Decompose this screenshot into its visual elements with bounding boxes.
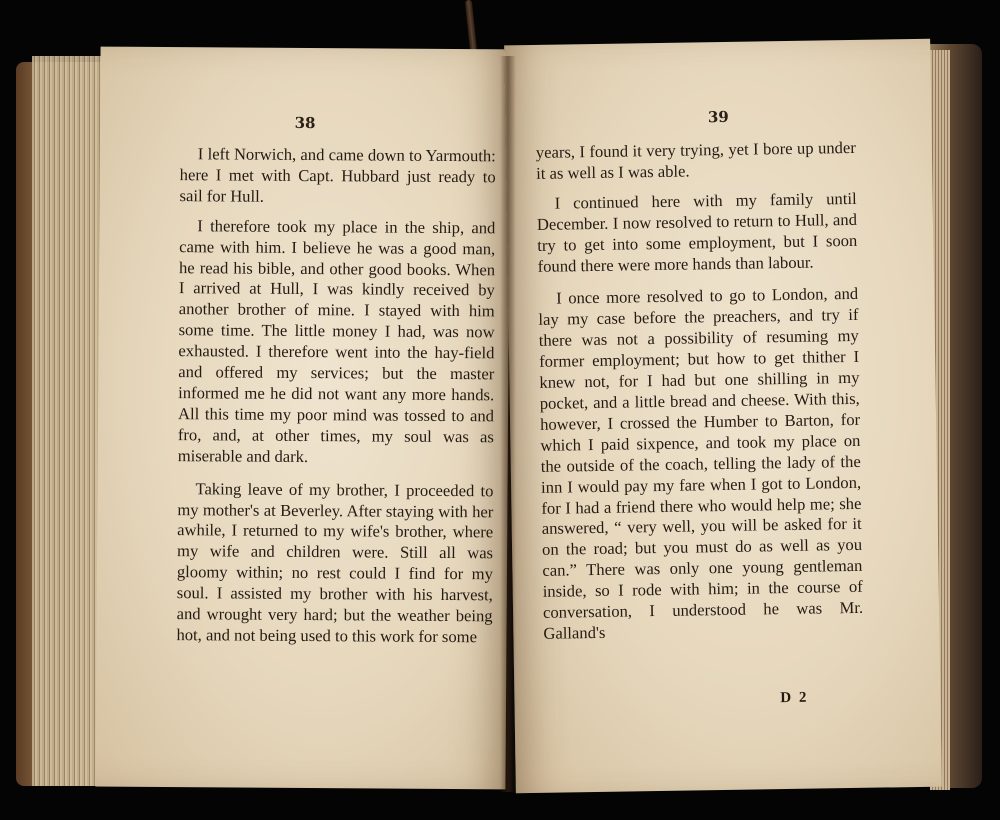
paragraph: I left Norwich, and came down to Yarmouth: here I met with Capt. Hubbard just ready to sail for Hull. xyxy=(179,144,496,206)
paragraph: I continued here with my family until December. I now resolved to return to Hull, and try to get into some employment, but I soon found there were more hands than labour. xyxy=(536,188,858,276)
book-gutter xyxy=(500,56,516,792)
left-page-text xyxy=(176,144,495,648)
paragraph: I once more resolved to go to London, and lay my case before the preachers, and try if there was not a possibility of resuming my former employment; but how to get thither I knew not, for I had but one shilling in my pocket, and a little bread and cheese. With this, however, I crossed the Humber to Barton, for which I paid sixpence, and took my place on the outside of the coach, telling the lady of the inn I would pay my fare when I got to London, for I had a friend there who would help me; she answered, “ very well, you will be asked for it on the road; but you must do as well as you can.” There was only one young gentleman inside, so I rode with him; in the course of conversation, I understood he was Mr. Galland's xyxy=(538,284,864,643)
left-page-number: 38 xyxy=(294,113,316,133)
right-page-text xyxy=(536,138,864,645)
paragraph: Taking leave of my brother, I proceeded to my mother's at Beverley. After staying with her awhile, I returned to my wife's brother, where my wife and children were. Still all was gloomy within; no rest could I find for my soul. I assisted my brother with his harvest, and wrought very hard; but the weather being hot, and not being used to this work for some xyxy=(176,478,494,647)
right-page-number: 39 xyxy=(707,107,729,127)
paragraph: years, I found it very trying, yet I bore up under it as well as I was able. xyxy=(535,137,856,183)
signature-mark: D 2 xyxy=(780,689,809,707)
right-page xyxy=(504,39,942,794)
paragraph: I therefore took my place in the ship, and came with him. I believe he was a good man, he read his bible, and other good books. When I arrived at Hull, I was kindly received by another brother of mine. I stayed with him some time. The little money I had, was now exhausted. I therefore went into the hay-field and offered my services; but the master informed me he did not want any more hands. All this time my poor mind was tossed to and fro, and, at other times, my soul was as miserable and dark. xyxy=(177,215,496,466)
left-page xyxy=(95,47,510,790)
